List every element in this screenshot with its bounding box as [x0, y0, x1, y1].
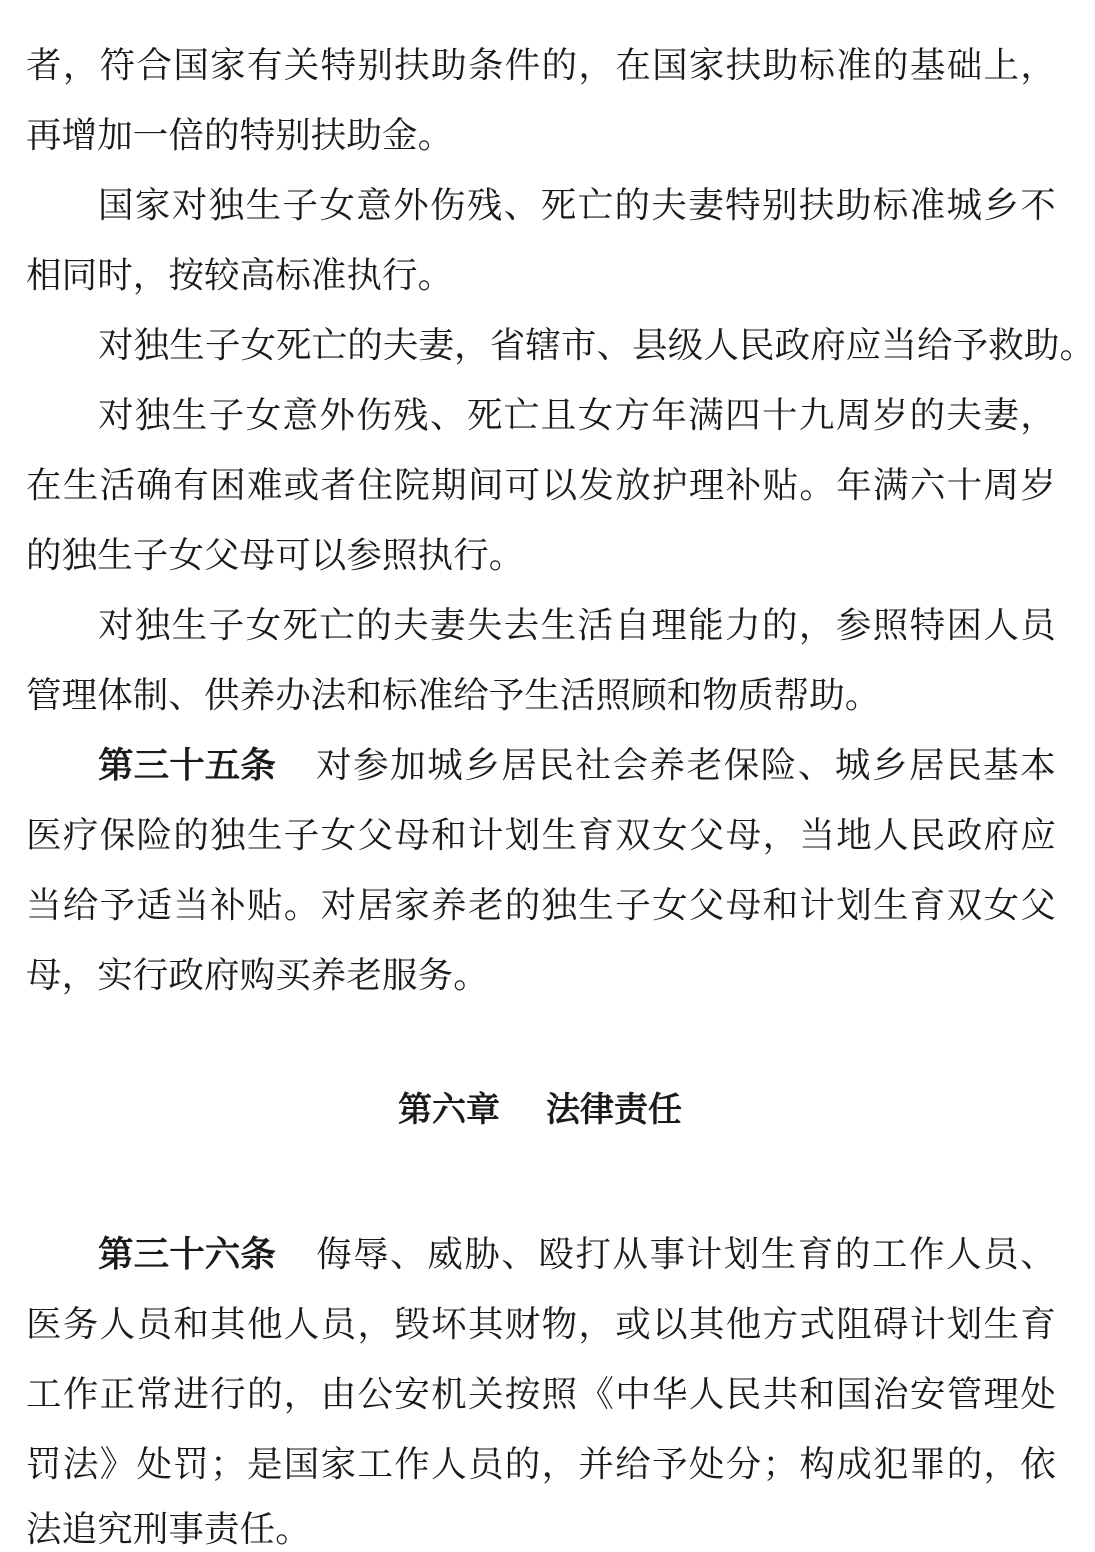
text-line: 工 作 正 常 进 行 的 ， 由 公 安 机 关 按 照 《 中 华 人 民 共 和 国 治 安 管 理 处: [26, 1374, 1056, 1415]
text-line: 者 ， 符 合 国 家 有 关 特 别 扶 助 条 件 的 ， 在 国 家 扶 助 标 准 的 基 础 上 ，: [26, 45, 1056, 86]
text-line: 对 独 生 子 女 死 亡 的 夫 妻 ， 省 辖 市 、 县 级 人 民 政 府 应 当 给 予 救 助 。: [98, 325, 1095, 366]
text-line: 医 务 人 员 和 其 他 人 员 ， 毁 坏 其 财 物 ， 或 以 其 他 方 式 阻 碍 计 划 生 育: [26, 1304, 1056, 1345]
text-line: 医 疗 保 险 的 独 生 子 女 父 母 和 计 划 生 育 双 女 父 母 ， 当 地 人 民 政 府 应: [26, 815, 1056, 856]
text-line: 的独生子女父母可以参照执行。: [26, 535, 525, 576]
article-36-first-line: [98, 1235, 1056, 1275]
chapter-number: 第六章: [398, 1090, 500, 1130]
text-line: 罚 法 》 处 罚 ； 是 国 家 工 作 人 员 的 ， 并 给 予 处 分 ； 构 成 犯 罪 的 ， 依: [26, 1444, 1056, 1485]
text-line: 对 独 生 子 女 死 亡 的 夫 妻 失 去 生 活 自 理 能 力 的 ， 参 照 特 困 人 员: [98, 605, 1056, 646]
text-line: 对 参 加 城 乡 居 民 社 会 养 老 保 险 、 城 乡 居 民 基 本: [316, 745, 1056, 786]
text-line: 国 家 对 独 生 子 女 意 外 伤 残 、 死 亡 的 夫 妻 特 别 扶 助 标 准 城 乡 不: [98, 185, 1056, 226]
article-35-title: 第三十五条: [98, 745, 277, 786]
text-line: 母，实行政府购买养老服务。: [26, 955, 489, 996]
chapter-title: 法律责任: [546, 1090, 682, 1130]
text-line: 在 生 活 确 有 困 难 或 者 住 院 期 间 可 以 发 放 护 理 补 贴 。 年 满 六 十 周 岁: [26, 465, 1056, 506]
text-line: 当 给 予 适 当 补 贴 。 对 居 家 养 老 的 独 生 子 女 父 母 和 计 划 生 育 双 女 父: [26, 885, 1056, 926]
text-line: 侮 辱 、 威 胁 、 殴 打 从 事 计 划 生 育 的 工 作 人 员 、: [316, 1234, 1056, 1275]
chapter-heading: [0, 1090, 1080, 1130]
text-line: 再增加一倍的特别扶助金。: [26, 115, 454, 156]
text-line: 对 独 生 子 女 意 外 伤 残 、 死 亡 且 女 方 年 满 四 十 九 周 岁 的 夫 妻 ，: [98, 395, 1056, 436]
text-line: 法追究刑事责任。: [26, 1509, 311, 1550]
article-35-first-line: [98, 746, 1056, 786]
text-line: 相同时，按较高标准执行。: [26, 255, 454, 296]
article-36-title: 第三十六条: [98, 1234, 277, 1275]
text-line: 管理体制、供养办法和标准给予生活照顾和物质帮助。: [26, 675, 881, 716]
